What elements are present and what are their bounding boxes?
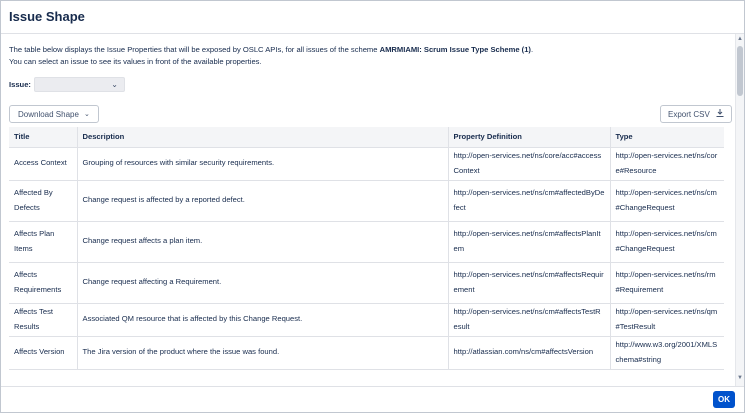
issue-label: Issue:: [9, 79, 31, 89]
intro-line1-suffix: .: [530, 45, 534, 54]
cell-property: http://open-services.net/ns/cm#affectedByDefect: [448, 180, 610, 221]
cell-property: http://open-services.net/ns/core/acc#accessContext: [448, 147, 610, 180]
properties-table: [9, 127, 724, 370]
table-row: [9, 262, 724, 303]
dialog-title: Issue Shape: [9, 9, 85, 24]
scroll-up-icon[interactable]: ▲: [737, 36, 743, 42]
cell-description: Grouping of resources with similar security requirements.: [77, 147, 448, 180]
cell-type: http://open-services.net/ns/core#Resource: [610, 147, 724, 180]
vertical-scrollbar[interactable]: [735, 34, 744, 386]
issue-filter: [9, 76, 125, 92]
table-row: [9, 336, 724, 369]
dialog-header: [1, 1, 744, 34]
intro-line2: You can select an issue to see its values in front of the available properties.: [9, 56, 262, 66]
download-shape-label: Download Shape: [18, 109, 79, 119]
chevron-down-icon: ⌄: [83, 111, 90, 118]
intro-line1-prefix: The table below displays the Issue Properties that will be exposed by OSLC APIs, for all issues of the scheme: [9, 45, 380, 54]
cell-property: http://open-services.net/ns/cm#affectsPlanItem: [448, 221, 610, 262]
download-shape-button[interactable]: [9, 105, 99, 123]
scrollbar-thumb[interactable]: [737, 46, 743, 96]
cell-type: http://open-services.net/ns/qm#TestResult: [610, 303, 724, 336]
cell-property: http://open-services.net/ns/cm#affectsRequirement: [448, 262, 610, 303]
cell-title: Affects Requirements: [9, 262, 77, 303]
cell-type: http://www.w3.org/2001/XMLSchema#string: [610, 336, 724, 369]
download-icon: [716, 109, 724, 119]
cell-property: http://atlassian.com/ns/cm#affectsVersion: [448, 336, 610, 369]
cell-description: Associated QM resource that is affected by this Change Request.: [77, 303, 448, 336]
column-header-description[interactable]: Description: [77, 127, 448, 147]
cell-title: Affects Test Results: [9, 303, 77, 336]
table-row: [9, 221, 724, 262]
column-header-title[interactable]: Title: [9, 127, 77, 147]
cell-title: Affected By Defects: [9, 180, 77, 221]
scroll-down-icon[interactable]: ▼: [737, 375, 743, 381]
issue-select[interactable]: [34, 77, 125, 92]
cell-type: http://open-services.net/ns/cm#ChangeRequest: [610, 221, 724, 262]
column-header-property[interactable]: Property Definition: [448, 127, 610, 147]
cell-title: Access Context: [9, 147, 77, 180]
cell-description: Change request affecting a Requirement.: [77, 262, 448, 303]
cell-description: Change request affects a plan item.: [77, 221, 448, 262]
table-row: [9, 147, 724, 180]
export-csv-label: Export CSV: [668, 109, 710, 119]
table-row: [9, 180, 724, 221]
scheme-name: AMRMIAMI: Scrum Issue Type Scheme (1): [379, 45, 531, 54]
column-header-type[interactable]: Type: [610, 127, 724, 147]
cell-type: http://open-services.net/ns/cm#ChangeRequest: [610, 180, 724, 221]
chevron-down-icon: ⌄: [111, 79, 118, 89]
table-row: [9, 303, 724, 336]
export-csv-button[interactable]: [660, 105, 732, 123]
table-header-row: [9, 127, 724, 147]
dialog-body: [1, 34, 735, 386]
intro-text: [9, 44, 729, 67]
cell-property: http://open-services.net/ns/cm#affectsTestResult: [448, 303, 610, 336]
dialog-footer: [1, 386, 744, 412]
cell-description: Change request is affected by a reported defect.: [77, 180, 448, 221]
ok-button[interactable]: OK: [713, 391, 735, 408]
cell-type: http://open-services.net/ns/rm#Requirement: [610, 262, 724, 303]
cell-description: The Jira version of the product where the issue was found.: [77, 336, 448, 369]
cell-title: Affects Version: [9, 336, 77, 369]
cell-title: Affects Plan Items: [9, 221, 77, 262]
